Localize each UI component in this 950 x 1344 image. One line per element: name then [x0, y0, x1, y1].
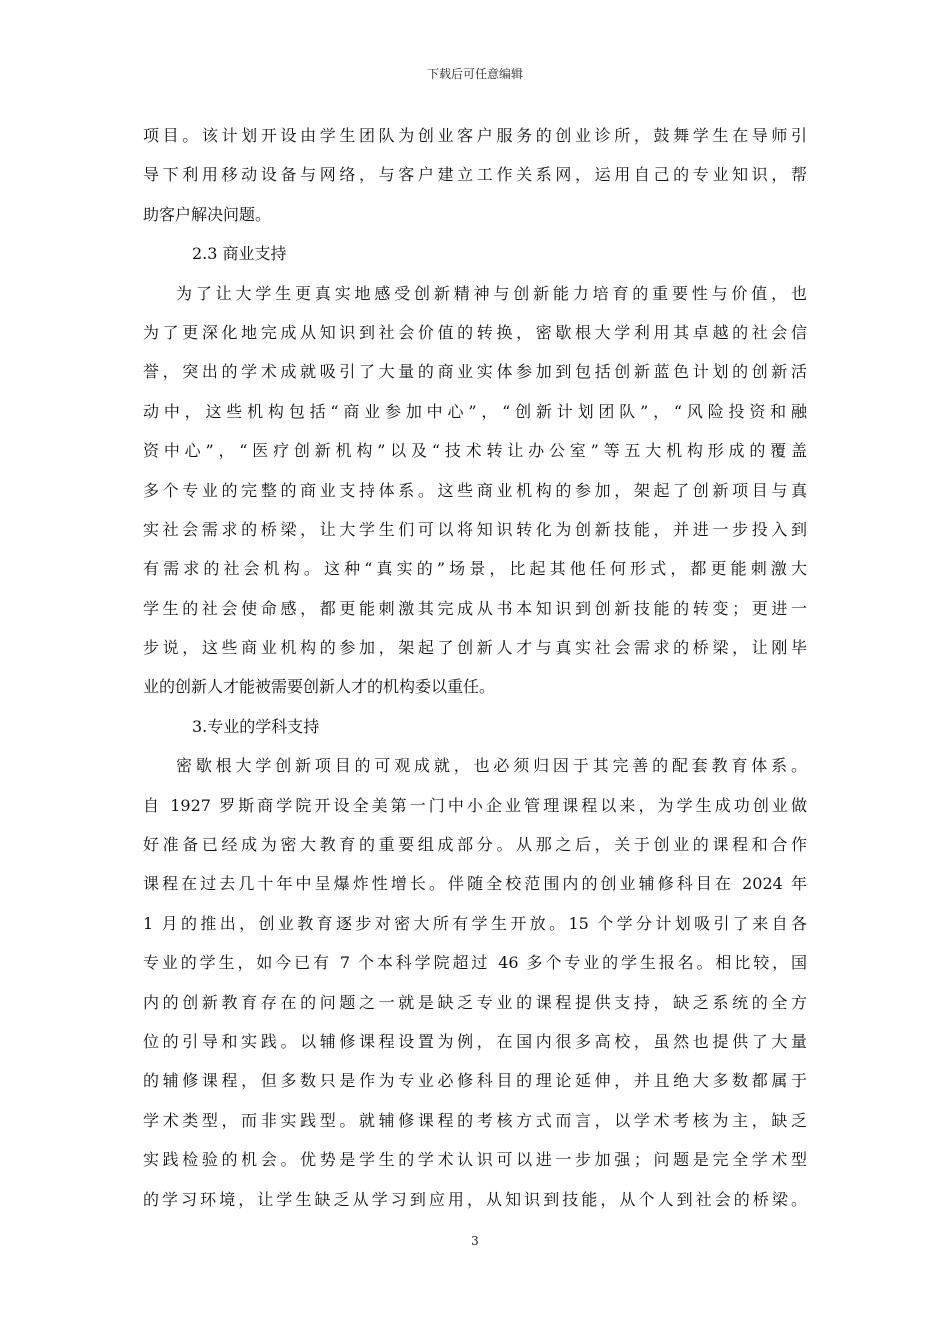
paragraph-line: 密歇根大学创新项目的可观成就，也必须归因于其完善的配套教育体系。	[176, 756, 807, 776]
paragraph-line: 专业的学生，如今已有 7 个本科学院超过 46 多个专业的学生报名。相比较，国	[143, 953, 807, 973]
paragraph-line: 内的创新教育存在的问题之一就是缺乏专业的课程提供支持，缺乏系统的全方	[143, 992, 807, 1012]
paragraph-line: 动中，这些机构包括“商业参加中心”，“创新计划团队”，“风险投资和融	[143, 401, 807, 421]
section-heading: 2.3 商业支持	[192, 244, 287, 264]
paragraph-line: 为了让大学生更真实地感受创新精神与创新能力培育的重要性与价值，也	[176, 283, 807, 303]
paragraph-line: 多个专业的完整的商业支持体系。这些商业机构的参加，架起了创新项目与真	[143, 480, 807, 500]
paragraph-line: 好准备已经成为密大教育的重要组成部分。从那之后，关于创业的课程和合作	[143, 835, 807, 855]
paragraph-line: 步说，这些商业机构的参加，架起了创新人才与真实社会需求的桥梁，让刚毕	[143, 638, 807, 658]
section-heading: 3.专业的学科支持	[192, 716, 320, 736]
paragraph-line: 学术类型，而非实践型。就辅修课程的考核方式而言，以学术考核为主，缺乏	[143, 1110, 807, 1130]
body-text	[143, 116, 807, 1219]
paragraph-line: 誉，突出的学术成就吸引了大量的商业实体参加到包括创新蓝色计划的创新活	[143, 362, 807, 382]
paragraph-line: 导下利用移动设备与网络，与客户建立工作关系网，运用自己的专业知识，帮	[143, 165, 807, 185]
paragraph-line: 项目。该计划开设由学生团队为创业客户服务的创业诊所，鼓舞学生在导师引	[143, 126, 807, 145]
paragraph-line: 的学习环境，让学生缺乏从学习到应用，从知识到技能，从个人到社会的桥梁。	[143, 1189, 807, 1209]
paragraph-line: 助客户解决问题。	[143, 204, 272, 224]
paragraph-line: 位的引导和实践。以辅修课程设置为例，在国内很多高校，虽然也提供了大量	[143, 1031, 807, 1051]
paragraph-line: 有需求的社会机构。这种“真实的”场景，比起其他任何形式，都更能刺激大	[143, 559, 807, 579]
paragraph-line: 业的创新人才能被需要创新人才的机构委以重任。	[143, 677, 496, 697]
paragraph-line: 学生的社会使命感，都更能刺激其完成从书本知识到创新技能的转变；更进一	[143, 598, 807, 618]
page-header: 下载后可任意编辑	[426, 67, 523, 81]
paragraph-line: 资中心”，“医疗创新机构”以及“技术转让办公室”等五大机构形成的覆盖	[143, 441, 807, 461]
paragraph-line: 的辅修课程，但多数只是作为专业必修科目的理论延伸，并且绝大多数都属于	[143, 1071, 807, 1091]
paragraph-line: 1 月的推出，创业教育逐步对密大所有学生开放。15 个学分计划吸引了来自各	[143, 913, 807, 933]
paragraph-line: 自 1927 罗斯商学院开设全美第一门中小企业管理课程以来，为学生成功创业做	[143, 795, 807, 815]
paragraph-line: 为了更深化地完成从知识到社会价值的转换，密歇根大学利用其卓越的社会信	[143, 322, 807, 342]
page-number: 3	[471, 1234, 479, 1248]
paragraph-line: 实社会需求的桥梁，让大学生们可以将知识转化为创新技能，并进一步投入到	[143, 519, 807, 539]
paragraph-line: 课程在过去几十年中呈爆炸性增长。伴随全校范围内的创业辅修科目在 2024 年	[143, 874, 807, 894]
paragraph-line: 实践检验的机会。优势是学生的学术认识可以进一步加强；问题是完全学术型	[143, 1150, 807, 1170]
